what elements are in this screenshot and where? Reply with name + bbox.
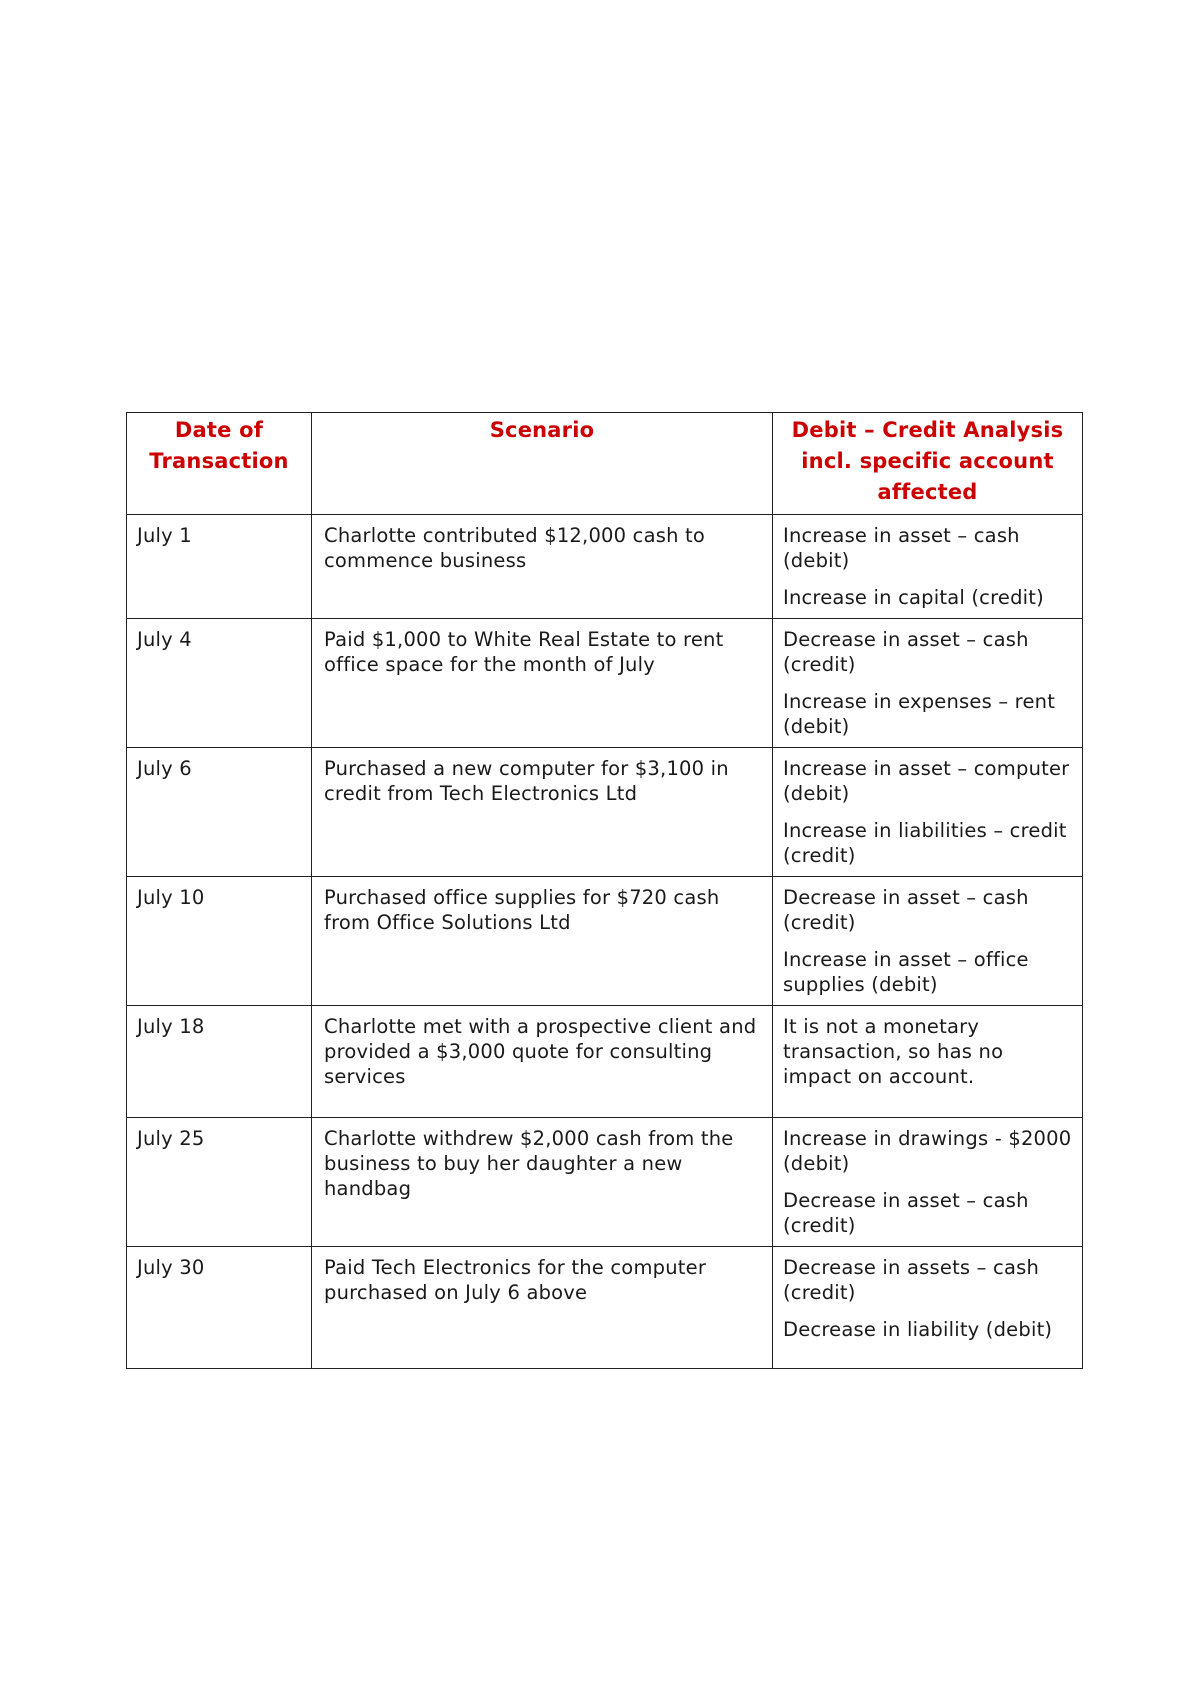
analysis-line: Decrease in asset – cash (credit) (783, 886, 1029, 934)
header-analysis: Debit – Credit Analysis incl. specific account affected (773, 413, 1083, 515)
analysis-line: Increase in capital (credit) (783, 586, 1044, 609)
scenario-cell: Purchased a new computer for $3,100 in credit from Tech Electronics Ltd (312, 748, 773, 877)
analysis-line: Decrease in asset – cash (credit) (783, 628, 1029, 676)
analysis-line: Increase in liabilities – credit (credit) (783, 819, 1067, 867)
analysis-cell (773, 877, 1083, 1006)
scenario-cell: Charlotte contributed $12,000 cash to commence business (312, 515, 773, 619)
table-row (127, 1247, 1083, 1369)
analysis-cell (773, 619, 1083, 748)
scenario-cell: Charlotte withdrew $2,000 cash from the business to buy her daughter a new handbag (312, 1118, 773, 1247)
analysis-cell (773, 1118, 1083, 1247)
analysis-line: Increase in asset – cash (debit) (783, 524, 1020, 572)
table-row (127, 1006, 1083, 1118)
table-row (127, 515, 1083, 619)
analysis-cell (773, 1006, 1083, 1118)
analysis-cell (773, 1247, 1083, 1369)
scenario-cell: Paid $1,000 to White Real Estate to rent office space for the month of July (312, 619, 773, 748)
date-cell: July 1 (127, 515, 312, 619)
table-row (127, 748, 1083, 877)
date-cell: July 10 (127, 877, 312, 1006)
analysis-cell (773, 515, 1083, 619)
date-cell: July 4 (127, 619, 312, 748)
analysis-line: Increase in asset – computer (debit) (783, 757, 1070, 805)
date-cell: July 6 (127, 748, 312, 877)
date-cell: July 25 (127, 1118, 312, 1247)
scenario-cell: Purchased office supplies for $720 cash from Office Solutions Ltd (312, 877, 773, 1006)
analysis-line: Increase in drawings - $2000 (debit) (783, 1127, 1072, 1175)
analysis-line: Increase in expenses – rent (debit) (783, 690, 1056, 738)
scenario-cell: Paid Tech Electronics for the computer purchased on July 6 above (312, 1247, 773, 1369)
analysis-line: Decrease in liability (debit) (783, 1318, 1053, 1341)
analysis-line: Increase in asset – office supplies (debit) (783, 948, 1029, 996)
header-date: Date of Transaction (127, 413, 312, 515)
analysis-line: Decrease in assets – cash (credit) (783, 1256, 1040, 1304)
scenario-cell: Charlotte met with a prospective client and provided a $3,000 quote for consulting services (312, 1006, 773, 1118)
table-row (127, 877, 1083, 1006)
date-cell: July 18 (127, 1006, 312, 1118)
document-page (126, 412, 1082, 1369)
date-cell: July 30 (127, 1247, 312, 1369)
table-row (127, 1118, 1083, 1247)
header-scenario: Scenario (312, 413, 773, 515)
analysis-line: It is not a monetary transaction, so has no impact on account. (783, 1015, 1004, 1088)
table-row (127, 619, 1083, 748)
table-header-row (127, 413, 1083, 515)
transaction-analysis-table (126, 412, 1083, 1369)
analysis-line: Decrease in asset – cash (credit) (783, 1189, 1029, 1237)
analysis-cell (773, 748, 1083, 877)
